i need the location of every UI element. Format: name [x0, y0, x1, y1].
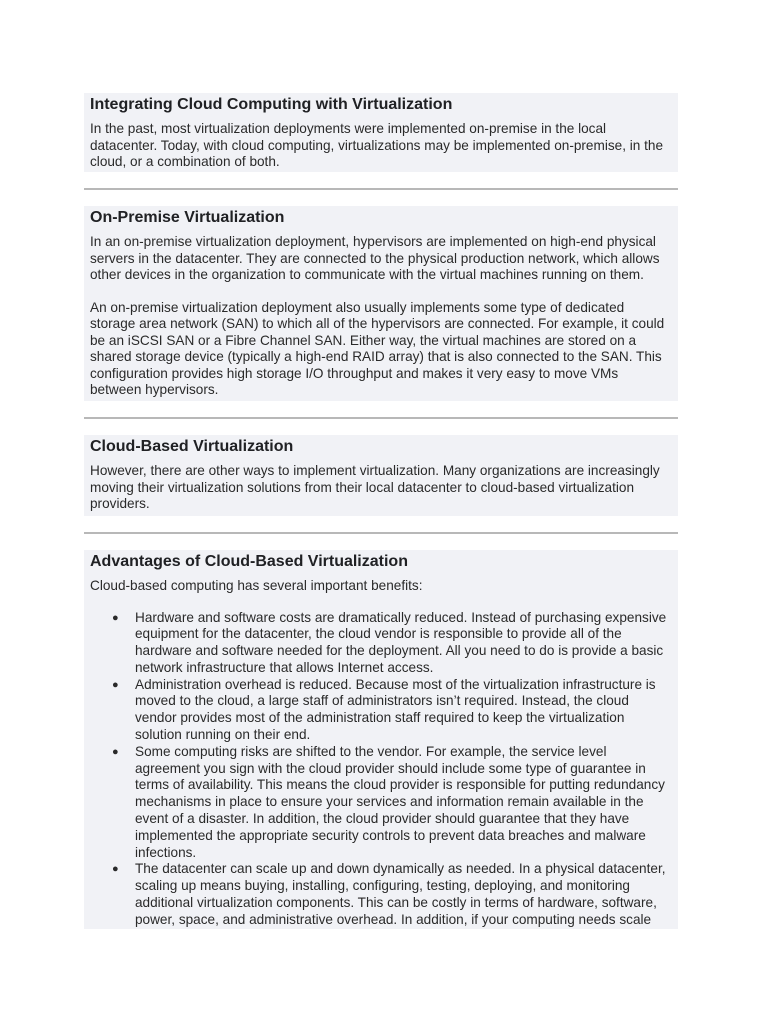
list-item-text: The datacenter can scale up and down dynamically as needed. In a physical datacenter, scaling up means buying, installing, configuring, testing, deploying, and monitoring additional virtualization components. This can be costly in terms of hardware, software, power, space, and administrative overhead. In addition, if your computing needs scale — [135, 861, 666, 927]
section-paragraph: In an on-premise virtualization deployment, hypervisors are implemented on high-end physical servers in the datacenter. They are connected to the physical production network, which allows other devices in the organization to communicate with the virtual machines running on them. — [90, 234, 660, 282]
list-item-text: Some computing risks are shifted to the vendor. For example, the service level agreement you sign with the cloud provider should include some type of guarantee in terms of availability. This means the cloud provider is responsible for putting redundancy mechanisms in place to ensure your services and information remain available in the event of a disaster. In addition, the cloud provider should guarantee that they have implemented the appropriate security controls to prevent data breaches and malware infections. — [135, 743, 665, 860]
list-item — [112, 676, 672, 744]
list-item-text: Hardware and software costs are dramatically reduced. Instead of purchasing expensive equipment for the datacenter, the cloud vendor is responsible to provide all of the hardware and software needed for the deployment. All you need to do is provide a basic network infrastructure that allows Internet access. — [135, 609, 667, 675]
bullet-icon: ● — [112, 745, 119, 758]
section-advantages — [84, 550, 678, 929]
section-paragraph: However, there are other ways to implement virtualization. Many organizations are increasingly moving their virtualization solutions from their local datacenter to cloud-based virtualization providers. — [90, 463, 660, 511]
list-item-text: Administration overhead is reduced. Because most of the virtualization infrastructure is moved to the cloud, a large staff of administrators isn’t required. Instead, the cloud vendor provides most of the administration staff required to keep the virtualization solution running on their end. — [135, 676, 656, 743]
benefits-list — [90, 610, 672, 929]
section-paragraph: An on-premise virtualization deployment also usually implements some type of dedicated storage area network (SAN) to which all of the hypervisors are connected. For example, it could be an iSCSI SAN or a Fibre Channel SAN. Either way, the virtual machines are stored on a shared storage device (typically a high-end RAID array) that is also connected to the SAN. This configuration provides high storage I/O throughput and makes it very easy to move VMs between hypervisors. — [90, 299, 665, 397]
section-heading: Cloud-Based Virtualization — [90, 438, 294, 455]
section-divider — [84, 417, 678, 419]
list-item — [112, 609, 672, 677]
section-divider — [84, 188, 678, 190]
section-heading: On-Premise Virtualization — [90, 209, 285, 226]
section-heading: Integrating Cloud Computing with Virtualization — [90, 96, 453, 113]
document-page — [84, 93, 678, 929]
section-heading: Advantages of Cloud-Based Virtualization — [90, 553, 408, 570]
section-cloud-based — [84, 435, 678, 516]
section-divider — [84, 532, 678, 534]
bullet-icon: ● — [112, 611, 119, 624]
bullet-icon: ● — [112, 863, 119, 876]
list-item — [112, 861, 672, 928]
list-item — [112, 743, 672, 862]
section-integrating-cloud — [84, 93, 678, 172]
section-paragraph: In the past, most virtualization deployments were implemented on-premise in the local datacenter. Today, with cloud computing, virtualizations may be implemented on-premise, in the cloud, or a combination of both. — [90, 121, 664, 169]
section-paragraph: Cloud-based computing has several important benefits: — [90, 578, 423, 593]
bullet-icon: ● — [112, 678, 119, 691]
section-on-premise — [84, 206, 678, 401]
